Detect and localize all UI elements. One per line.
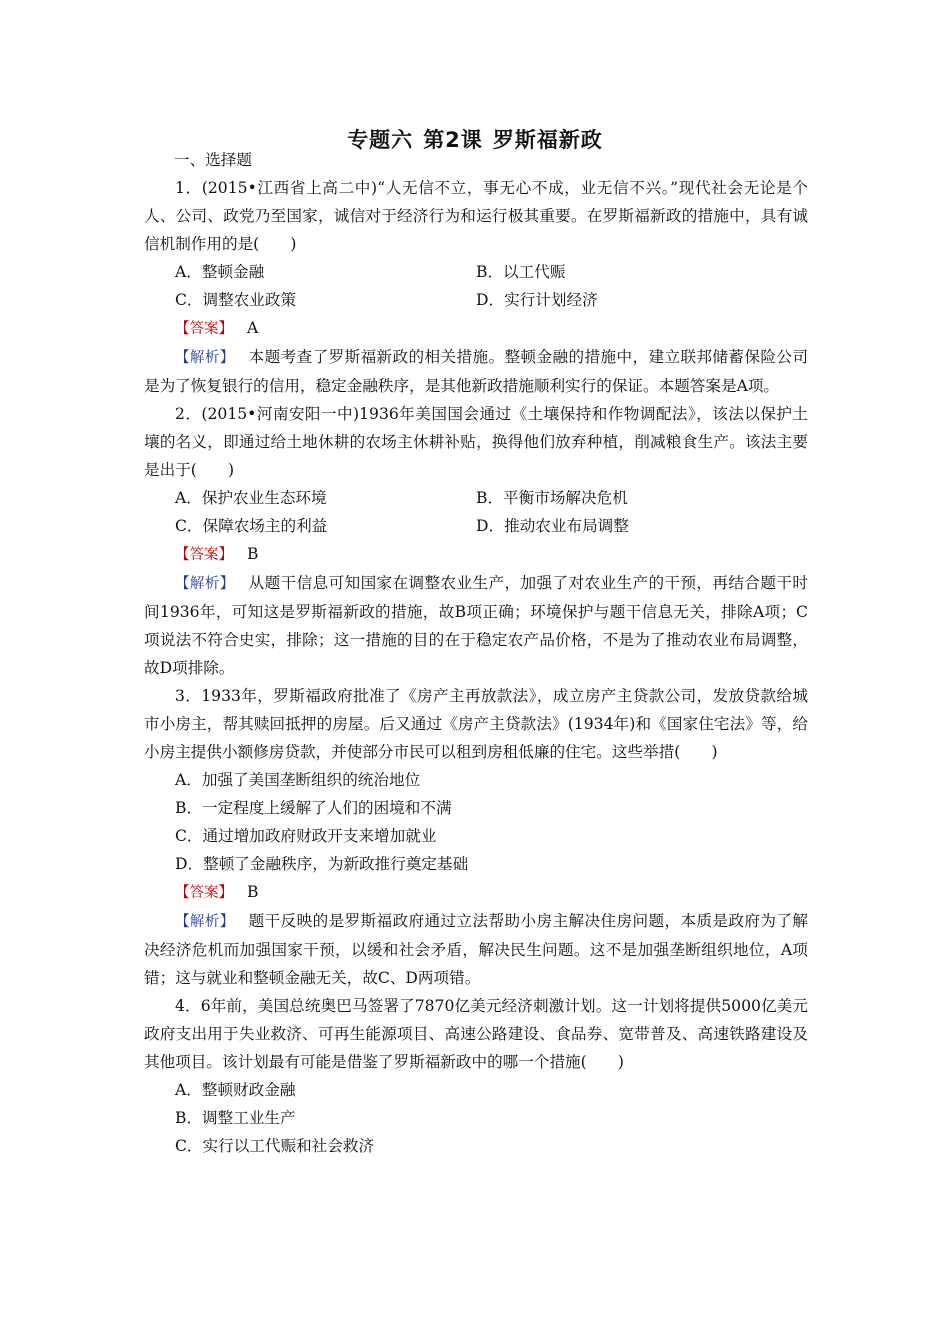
analysis-paragraph [144,907,808,992]
option-d: D．整顿了金融秩序，为新政推行奠定基础 [175,855,469,873]
section-heading: 一、选择题 [174,151,252,169]
question-stem: 1．(2015•江西省上高二中)“人无信不立，事无心不成，业无信不兴。”现代社会无论是个人、公司、政党乃至国家，诚信对于经济行为和运行极其重要。在罗斯福新政的措施中，具有诚信机制作用的是( ) [144,179,808,253]
analysis-paragraph [144,569,808,682]
option-c: C．保障农场主的利益 [175,517,328,535]
question-4 [144,992,808,1160]
option-a: A．保护农业生态环境 [175,489,327,507]
option-row [144,286,808,314]
analysis-tag: 【解析】 [175,914,235,930]
option-row [144,512,808,540]
answer-line [144,314,808,343]
analysis-text: 题干反映的是罗斯福政府通过立法帮助小房主解决住房问题，本质是政府为了解决经济危机而加强国家干预，以缓和社会矛盾，解决民生问题。这不是加强垄断组织地位，A项错；这与就业和整顿金融无关，故C、D两项错。 [144,912,808,987]
answer-line [144,878,808,907]
answer-tag: 【答案】 [175,321,233,337]
document-body [144,146,808,1160]
answer-value: B [247,883,259,901]
answer-value: A [247,319,259,337]
analysis-tag: 【解析】 [175,576,235,592]
option-b: B．平衡市场解决危机 [476,489,628,507]
option-row [144,484,808,512]
question-1 [144,174,808,400]
question-3 [144,682,808,992]
answer-value: B [247,545,259,563]
option-c: C．通过增加政府财政开支来增加就业 [175,827,437,845]
option-c: C．实行以工代赈和社会救济 [175,1137,375,1155]
option-b: B．调整工业生产 [175,1109,296,1127]
question-stem: 4．6年前，美国总统奥巴马签署了7870亿美元经济刺激计划。这一计划将提供5000亿美元政府支出用于失业救济、可再生能源项目、高速公路建设、食品券、宽带普及、高速铁路建设及其他项目。该计划最有可能是借鉴了罗斯福新政中的哪一个措施( ) [144,997,808,1071]
analysis-tag: 【解析】 [175,350,235,366]
option-a: A．整顿金融 [175,263,265,281]
analysis-text: 本题考查了罗斯福新政的相关措施。整顿金融的措施中，建立联邦储蓄保险公司是为了恢复银行的信用，稳定金融秩序，是其他新政措施顺利实行的保证。本题答案是A项。 [144,348,808,395]
title-lesson: 第2课 [423,128,483,152]
option-c: C．调整农业政策 [175,291,297,309]
answer-line [144,540,808,569]
option-row [144,258,808,286]
option-a: A．加强了美国垄断组织的统治地位 [175,771,421,789]
answer-tag: 【答案】 [175,547,233,563]
answer-tag: 【答案】 [175,885,233,901]
question-stem: 2．(2015•河南安阳一中)1936年美国国会通过《土壤保持和作物调配法》，该法以保护土壤的名义，即通过给土地休耕的农场主休耕补贴，换得他们放弃种植，削减粮食生产。该法主要是出于( ) [144,405,808,479]
title-topic: 专题六 [347,128,414,152]
option-b: B．一定程度上缓解了人们的困境和不满 [175,799,452,817]
question-stem: 3．1933年，罗斯福政府批准了《房产主再放款法》，成立房产主贷款公司，发放贷款给城市小房主，帮其赎回抵押的房屋。后又通过《房产主贷款法》(1934年)和《国家住宅法》等，给小房主提供小额修房贷款，并使部分市民可以租到房租低廉的住宅。这些举措( ) [144,687,808,761]
option-a: A．整顿财政金融 [175,1081,296,1099]
option-b: B．以工代赈 [476,263,566,281]
question-2 [144,400,808,682]
analysis-paragraph [144,343,808,400]
option-d: D．实行计划经济 [476,291,598,309]
analysis-text: 从题干信息可知国家在调整农业生产，加强了对农业生产的干预，再结合题干时间1936年，可知这是罗斯福新政的措施，故B项正确；环境保护与题干信息无关，排除A项；C项说法不符合史实，排除；这一措施的目的在于稳定农产品价格，不是为了推动农业布局调整，故D项排除。 [144,574,808,677]
title-name: 罗斯福新政 [492,128,603,152]
option-d: D．推动农业布局调整 [476,517,629,535]
